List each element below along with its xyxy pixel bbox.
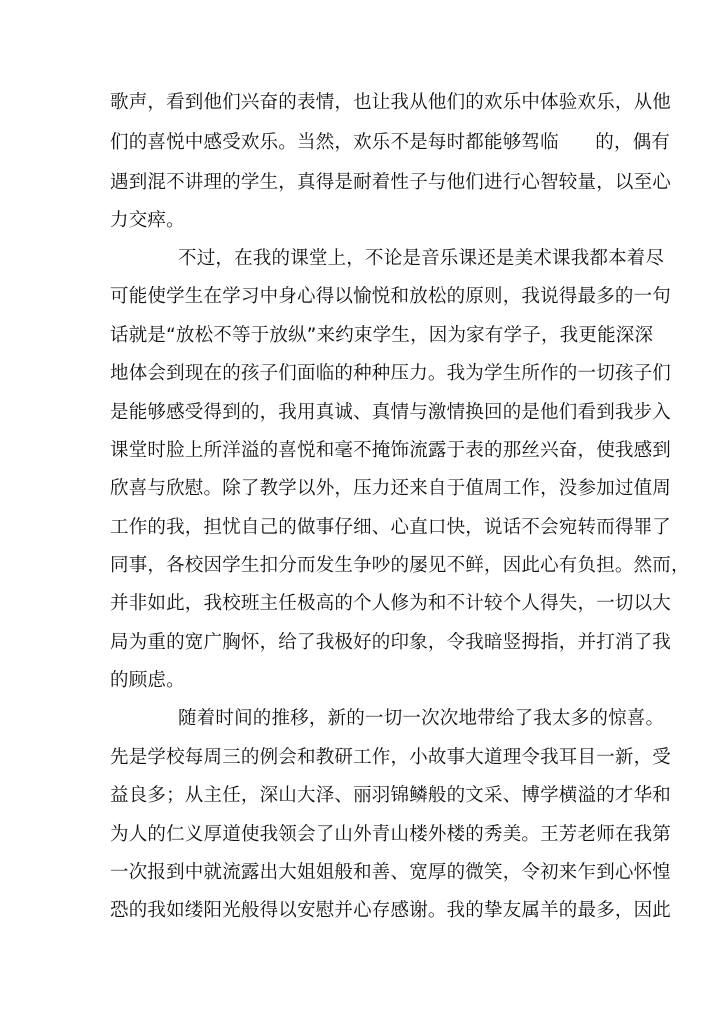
text-line: 是能够感受得到的，我用真诚、真情与激情换回的是他们看到我步入 xyxy=(110,402,672,423)
text-line: 先是学校每周三的例会和教研工作，小故事大道理令我耳目一新，受 xyxy=(110,747,672,768)
text-line: 恐的我如缕阳光般得以安慰并心存感谢。我的挚友属羊的最多，因此 xyxy=(110,900,672,921)
text-line: 的顾虑。 xyxy=(110,670,185,691)
text-line: 歌声，看到他们兴奋的表情，也让我从他们的欢乐中体验欢乐，从他 xyxy=(110,92,672,113)
text-line: 同事，各校因学生扣分而发生争吵的屡见不鲜，因此心有负担。然而， xyxy=(110,555,690,576)
text-line: 欣喜与欣慰。除了教学以外，压力还来自于值周工作，没参加过值周 xyxy=(110,478,672,499)
text-line: 益良多；从主任，深山大泽、丽羽锦鳞般的文采、博学横溢的才华和 xyxy=(110,785,672,806)
text-line: 一次报到中就流露出大姐姐般和善、宽厚的微笑，令初来乍到心怀惶 xyxy=(110,862,672,883)
paragraph-first-line: 不过，在我的课堂上，不论是音乐课还是美术课我都本着尽 xyxy=(178,248,665,269)
text-line: 话就是“放松不等于放纵”来约束学生，因为家有学子，我更能深深 xyxy=(110,325,654,346)
text-line: 课堂时脸上所洋溢的喜悦和毫不掩饰流露于表的那丝兴奋，使我感到 xyxy=(110,440,672,461)
text-line: 为人的仁义厚道使我领会了山外青山楼外楼的秀美。王芳老师在我第 xyxy=(110,824,672,845)
text-line: 局为重的宽广胸怀，给了我极好的印象，令我暗竖拇指，并打消了我 xyxy=(110,632,672,653)
text-line: 力交瘁。 xyxy=(110,210,185,231)
text-line: 工作的我，担忧自己的做事仔细、心直口快，说话不会宛转而得罪了 xyxy=(110,517,672,538)
text-line: 可能使学生在学习中身心得以愉悦和放松的原则，我说得最多的一句 xyxy=(110,286,672,307)
text-line: 遇到混不讲理的学生，真得是耐着性子与他们进行心智较量，以至心 xyxy=(110,172,672,193)
paragraph-first-line: 随着时间的推移，新的一切一次次地带给了我太多的惊喜。 xyxy=(178,708,665,729)
text-line: 们的喜悦中感受欢乐。当然，欢乐不是每时都能够驾临 的，偶有 xyxy=(110,132,671,153)
text-line: 地体会到现在的孩子们面临的种种压力。我为学生所作的一切孩子们 xyxy=(110,363,672,384)
text-line: 并非如此，我校班主任极高的个人修为和不计较个人得失，一切以大 xyxy=(110,593,672,614)
